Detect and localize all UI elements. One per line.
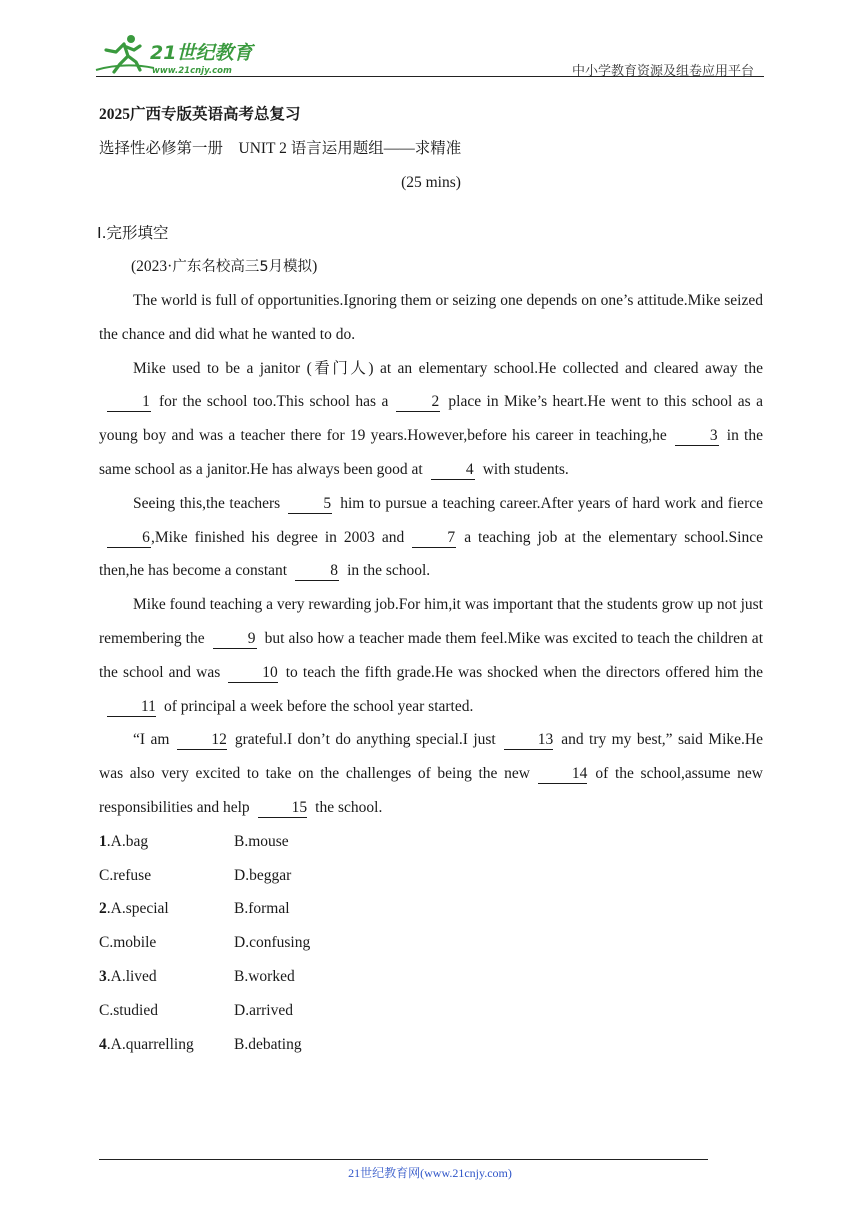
blank-4[interactable]: 4 [431,461,475,480]
blank-8[interactable]: 8 [295,562,339,581]
option-d[interactable]: D.confusing [234,934,311,952]
doc-duration: (25 mins) [401,174,461,191]
option-row: 4.A.quarrelling B.debating [99,1028,763,1062]
option-b[interactable]: B.formal [234,900,290,918]
blank-2[interactable]: 2 [396,393,440,412]
option-a[interactable]: .A.lived [106,967,157,985]
option-d[interactable]: D.arrived [234,1001,293,1019]
blank-14[interactable]: 14 [538,765,588,784]
option-b[interactable]: B.mouse [234,832,289,850]
options-list [99,825,763,1062]
option-row [99,926,763,960]
option-row: 1.A.bag B.mouse [99,825,763,859]
option-a[interactable]: .A.quarrelling [106,1035,194,1053]
blank-9[interactable]: 9 [213,630,257,649]
blank-6[interactable]: 6 [107,529,151,548]
paragraph-2: Mike used to be a janitor (看门人) at an elementary school.He collected and cleared away the1 for the school too.This school has a 2 place in Mike’s heart.He went to this school as a young boy and was a teacher there for 19 years.However,before his career in teaching,he 3 in the same school as a janitor.He has always been good at 4 with students. [99,359,763,478]
paragraph-3: Seeing this,the teachers 5 him to pursue a teaching career.After years of hard work and fierce6,Mike finished his degree in 2003 and 7 a teaching job at the elementary school.Since then,he has become a constant 8 in the school. [99,494,763,580]
platform-name: 中小学教育资源及组卷应用平台 [571,64,754,79]
option-c[interactable]: C.studied [99,1001,158,1019]
header-divider [96,76,764,77]
blank-5[interactable]: 5 [288,495,332,514]
option-row [99,994,763,1028]
runner-logo-icon [94,32,259,76]
blank-1[interactable]: 1 [107,393,151,412]
passage-source: (2023·广东名校高三5月模拟) [131,258,318,275]
blank-10[interactable]: 10 [228,664,278,683]
logo [94,32,259,76]
paragraph-4: Mike found teaching a very rewarding job.For him,it was important that the students grow up not just remembering the 9 but also how a teacher made them feel.Mike was excited to teach the children at the school and was 10 to teach the fifth grade.He was shocked when the directors offered him the11 of principal a week before the school year started. [99,596,763,715]
option-a[interactable]: .A.special [106,900,169,918]
blank-11[interactable]: 11 [107,698,156,717]
paragraph-5: “I am 12 grateful.I don’t do anything special.I just 13 and try my best,” said Mike.He was also very excited to take on the challenges of being the new 14 of the school,assume new responsibilities and help 15 the school. [99,731,763,816]
option-c[interactable]: C.mobile [99,934,157,952]
blank-7[interactable]: 7 [412,529,456,548]
page-header [0,0,860,80]
document-body [99,98,763,1061]
blank-12[interactable]: 12 [177,731,227,750]
option-a[interactable]: .A.bag [106,832,149,850]
paragraph-1: The world is full of opportunities.Ignoring them or seizing one depends on one’s attitude.Mike seized the chance and did what he wanted to do. [99,292,763,343]
blank-13[interactable]: 13 [504,731,554,750]
option-b[interactable]: B.debating [234,1035,302,1053]
svg-text:21世纪教育: 21世纪教育 [150,42,253,64]
option-b[interactable]: B.worked [234,967,295,985]
doc-subtitle: 选择性必修第一册 UNIT 2 语言运用题组——求精准 [99,140,462,157]
blank-15[interactable]: 15 [258,799,308,818]
option-row: 3.A.lived B.worked [99,960,763,994]
option-row [99,859,763,893]
page-footer: 21世纪教育网(www.21cnjy.com) [348,1166,512,1180]
option-d[interactable]: D.beggar [234,866,292,884]
option-c[interactable]: C.refuse [99,866,152,884]
svg-text:www.21cnjy.com: www.21cnjy.com [152,66,232,76]
option-row: 2.A.special B.formal [99,892,763,926]
section-title: Ⅰ.完形填空 [97,224,169,242]
doc-title: 2025广西专版英语高考总复习 [99,106,301,123]
footer-divider [99,1159,708,1160]
blank-3[interactable]: 3 [675,427,719,446]
